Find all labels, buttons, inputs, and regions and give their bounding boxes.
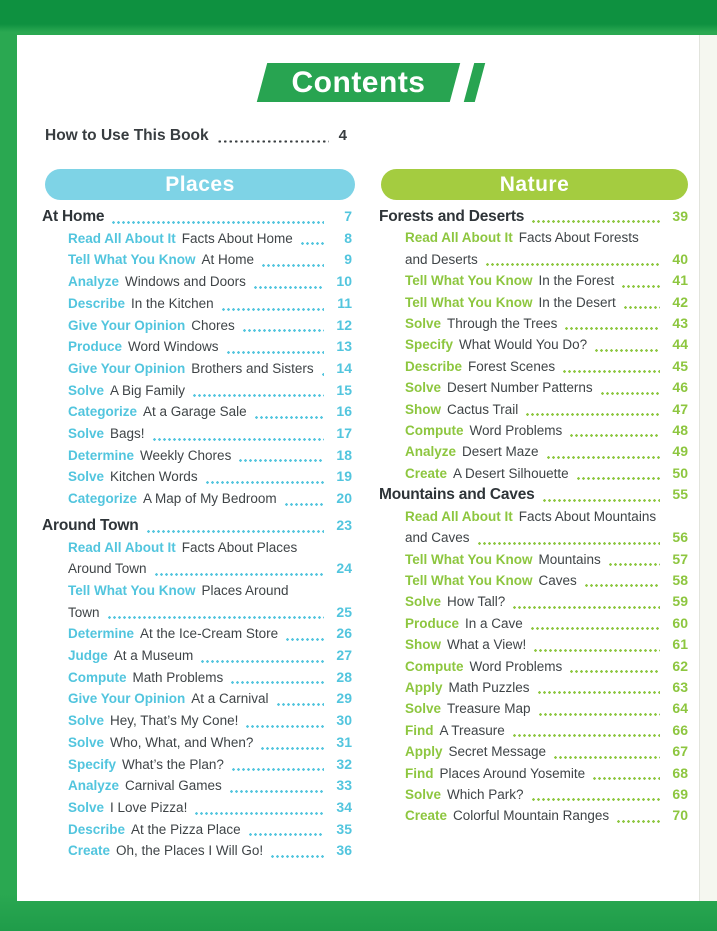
entry-keyword: Create [405, 465, 448, 481]
dot-leader [230, 681, 324, 684]
dot-leader [276, 703, 324, 706]
toc-entry-row [379, 399, 688, 420]
dot-leader [537, 691, 660, 694]
entry-title: and Caves [405, 530, 470, 546]
places-toc-column [42, 206, 352, 862]
toc-entry-row [42, 336, 352, 358]
entry-title: A Big Family [110, 382, 186, 398]
toc-entry-continuation-row [379, 249, 688, 270]
page-number: 58 [672, 571, 688, 588]
page-number: 27 [336, 647, 352, 664]
entry-title: Windows and Doors [125, 274, 246, 290]
entry-title: Word Problems [469, 658, 563, 674]
dot-leader [231, 768, 324, 771]
toc-entry-row [379, 420, 688, 441]
toc-entry-row [42, 840, 352, 862]
entry-title: Colorful Mountain Ranges [453, 808, 610, 824]
page-number: 11 [337, 294, 352, 311]
entry-title: In the Forest [538, 273, 615, 289]
toc-entry-row [379, 441, 688, 462]
page-number: 62 [672, 657, 688, 674]
toc-entry-row [42, 293, 352, 315]
entry-keyword: Analyze [68, 274, 120, 290]
entry-keyword: Solve [405, 786, 442, 802]
page-number: 55 [672, 486, 688, 503]
entry-keyword: Read All About It [68, 230, 176, 246]
page-number: 39 [672, 208, 688, 224]
entry-keyword: Solve [405, 380, 442, 396]
entry-keyword: Give Your Opinion [68, 691, 186, 707]
entry-title: In the Kitchen [131, 295, 214, 311]
entry-title: Facts About Mountains [518, 508, 657, 524]
page-number: 14 [336, 359, 352, 376]
toc-entry-row [42, 228, 352, 250]
toc-entry-row [42, 445, 352, 467]
dot-leader [531, 220, 660, 223]
page-number: 15 [336, 381, 352, 398]
page-number: 26 [336, 625, 352, 642]
how-to-use-label: How to Use This Book [45, 127, 209, 144]
entry-title: Word Problems [469, 423, 563, 439]
toc-entry-continuation-row [42, 558, 352, 580]
entry-title: Facts About Home [181, 230, 293, 246]
entry-title: What a View! [447, 637, 527, 653]
page-number: 30 [336, 712, 352, 729]
page-number: 9 [344, 251, 352, 268]
dot-leader [564, 327, 660, 330]
dot-leader [152, 438, 324, 441]
toc-entry-row [42, 358, 352, 380]
entry-title: Oh, the Places I Will Go! [116, 843, 264, 859]
entry-keyword: Determine [68, 626, 135, 642]
entry-keyword: Find [405, 722, 434, 738]
entry-title: Cactus Trail [447, 401, 519, 417]
toc-entry-row [42, 819, 352, 841]
dot-leader [569, 434, 660, 437]
page-number: 46 [672, 379, 688, 396]
toc-section-heading [42, 206, 352, 228]
dot-leader [226, 351, 324, 354]
toc-entry-row [42, 315, 352, 337]
entry-keyword: Give Your Opinion [68, 317, 186, 333]
page-number: 68 [672, 764, 688, 781]
toc-entry-row [42, 688, 352, 710]
entry-keyword: Determine [68, 447, 135, 463]
entry-title: At a Museum [113, 648, 194, 664]
toc-entry-row [379, 270, 688, 291]
entry-keyword: Solve [405, 594, 442, 610]
entry-keyword: Tell What You Know [68, 252, 196, 268]
dot-leader [542, 499, 660, 502]
dot-leader [600, 392, 660, 395]
dot-leader [238, 459, 324, 462]
page-number: 70 [672, 807, 688, 824]
dot-leader [569, 670, 660, 673]
toc-entry-row [379, 463, 688, 484]
page-number: 48 [672, 422, 688, 439]
page-number: 25 [336, 603, 352, 620]
dot-leader [538, 713, 660, 716]
toc-entry-row [379, 613, 688, 634]
entry-title: Places Around Yosemite [439, 765, 586, 781]
page-number: 60 [672, 614, 688, 631]
dot-leader [229, 790, 324, 793]
entry-title: Weekly Chores [140, 447, 232, 463]
page-number: 36 [336, 842, 352, 859]
entry-title: Through the Trees [447, 316, 558, 332]
page-number: 10 [336, 273, 352, 290]
toc-section-heading [379, 206, 688, 227]
entry-title: Treasure Map [447, 701, 531, 717]
entry-title: How Tall? [447, 594, 506, 610]
entry-keyword: Solve [68, 734, 105, 750]
entry-keyword: Read All About It [405, 230, 513, 246]
dot-leader [525, 413, 660, 416]
page-number: 18 [336, 446, 352, 463]
dot-leader [285, 638, 324, 641]
entry-title: Carnival Games [125, 778, 222, 794]
dot-leader [512, 734, 660, 737]
toc-entry-row [379, 591, 688, 612]
entry-keyword: Apply [405, 679, 443, 695]
dot-leader [477, 542, 660, 545]
dot-leader [623, 306, 660, 309]
toc-entry-row [379, 634, 688, 655]
dot-leader [512, 606, 660, 609]
page-number: 59 [672, 593, 688, 610]
page-number: 16 [336, 403, 352, 420]
contents-banner [257, 63, 460, 102]
toc-entry-row [42, 623, 352, 645]
section-title: Around Town [42, 516, 139, 534]
page-number: 12 [336, 316, 352, 333]
page-number: 33 [336, 777, 352, 794]
entry-keyword: Read All About It [68, 539, 176, 555]
toc-entry-row [379, 227, 688, 248]
toc-entry-continuation-row [379, 527, 688, 548]
dot-leader [253, 286, 324, 289]
page-edge-tint [700, 35, 717, 901]
dot-leader [485, 263, 660, 266]
page-number: 40 [672, 250, 688, 267]
entry-title: Kitchen Words [110, 469, 198, 485]
page-number: 56 [672, 529, 688, 546]
toc-entry-row [379, 720, 688, 741]
dot-leader [576, 477, 660, 480]
page-number: 50 [672, 464, 688, 481]
page-number: 67 [672, 743, 688, 760]
toc-entry-row [42, 710, 352, 732]
entry-title: At a Garage Sale [143, 404, 247, 420]
entry-keyword: Compute [405, 423, 464, 439]
page-edge-line [699, 35, 700, 901]
page-number: 24 [336, 560, 352, 577]
dot-leader [205, 481, 324, 484]
entry-title: Hey, That’s My Cone! [110, 713, 239, 729]
entry-keyword: Compute [405, 658, 464, 674]
toc-entry-row [379, 741, 688, 762]
toc-entry-row [42, 401, 352, 423]
entry-keyword: Produce [68, 339, 123, 355]
entry-keyword: Specify [405, 337, 454, 353]
toc-entry-row [379, 377, 688, 398]
toc-entry-row [379, 292, 688, 313]
entry-keyword: Show [405, 637, 441, 653]
toc-entry-row [379, 570, 688, 591]
dot-leader [260, 747, 324, 750]
entry-keyword: Describe [68, 821, 126, 837]
entry-title: Facts About Forests [518, 230, 639, 246]
entry-keyword: Solve [405, 316, 442, 332]
dot-leader [608, 563, 660, 566]
entry-keyword: Produce [405, 615, 460, 631]
entry-title: At Home [201, 252, 255, 268]
toc-entry-row [379, 549, 688, 570]
page-number: 63 [672, 678, 688, 695]
toc-entry-row [42, 732, 352, 754]
toc-entry-row [379, 677, 688, 698]
entry-title: At a Carnival [191, 691, 269, 707]
page-number: 23 [336, 516, 352, 533]
entry-title: Forest Scenes [468, 358, 556, 374]
entry-keyword: Show [405, 401, 441, 417]
page-number: 64 [672, 700, 688, 717]
toc-entry-row [42, 466, 352, 488]
toc-entry-row [379, 506, 688, 527]
dot-leader [530, 627, 660, 630]
entry-title: Caves [538, 572, 577, 588]
dot-leader [194, 812, 324, 815]
entry-title: At the Ice-Cream Store [140, 626, 279, 642]
entry-keyword: Solve [68, 469, 105, 485]
entry-title: Places Around [201, 582, 289, 598]
entry-title: Around Town [68, 561, 147, 577]
dot-leader [584, 584, 660, 587]
page-number: 20 [336, 490, 352, 507]
toc-entry-row [42, 754, 352, 776]
how-to-use-page-number: 4 [338, 127, 347, 144]
entry-title: Town [68, 604, 100, 620]
entry-keyword: Analyze [68, 778, 120, 794]
entry-keyword: Tell What You Know [405, 551, 533, 567]
entry-keyword: Solve [405, 701, 442, 717]
entry-keyword: Specify [68, 756, 117, 772]
page-number: 43 [672, 315, 688, 332]
entry-title: Math Puzzles [448, 679, 530, 695]
entry-keyword: Categorize [68, 491, 138, 507]
dot-leader [562, 370, 660, 373]
entry-title: In a Cave [465, 615, 523, 631]
entry-keyword: Tell What You Know [405, 572, 533, 588]
banner-slash-decoration [464, 63, 485, 102]
entry-keyword: Read All About It [405, 508, 513, 524]
entry-title: Facts About Places [181, 539, 298, 555]
toc-entry-row [42, 580, 352, 602]
entry-keyword: Tell What You Know [405, 273, 533, 289]
page-number: 35 [336, 820, 352, 837]
toc-section-heading [42, 515, 352, 537]
page-number: 61 [672, 636, 688, 653]
toc-entry-row [379, 313, 688, 334]
toc-entry-row [42, 645, 352, 667]
toc-entry-row [42, 537, 352, 559]
entry-title: In the Desert [538, 294, 616, 310]
entry-keyword: Categorize [68, 404, 138, 420]
dot-leader [111, 221, 324, 224]
entry-title: and Deserts [405, 251, 478, 267]
entry-title: Math Problems [132, 669, 224, 685]
entry-title: Who, What, and When? [110, 734, 254, 750]
dot-leader [592, 777, 660, 780]
entry-keyword: Solve [68, 382, 105, 398]
toc-entry-row [379, 356, 688, 377]
page-number: 7 [344, 208, 352, 224]
nature-header-label: Nature [499, 172, 570, 196]
dot-leader [546, 456, 660, 459]
page-number: 45 [672, 357, 688, 374]
contents-page [17, 35, 717, 901]
toc-entry-row [42, 667, 352, 689]
dot-leader [154, 573, 324, 576]
dot-leader [254, 416, 324, 419]
dot-leader [245, 725, 324, 728]
entry-title: Chores [191, 317, 235, 333]
nature-toc-column [379, 206, 688, 827]
entry-title: Desert Maze [462, 444, 539, 460]
entry-title: Which Park? [447, 786, 524, 802]
dot-leader [221, 308, 324, 311]
dot-leader [192, 394, 324, 397]
dot-leader [621, 285, 660, 288]
how-to-use-row [45, 126, 347, 146]
toc-entry-row [379, 698, 688, 719]
nature-column-header [381, 169, 688, 200]
entry-keyword: Solve [68, 713, 105, 729]
toc-entry-row [379, 334, 688, 355]
page-number: 41 [672, 272, 688, 289]
entry-keyword: Solve [68, 799, 105, 815]
page-number: 19 [336, 468, 352, 485]
entry-keyword: Create [68, 843, 111, 859]
toc-entry-row [379, 656, 688, 677]
toc-entry-row [379, 805, 688, 826]
page-number: 31 [336, 733, 352, 750]
entry-keyword: Compute [68, 669, 127, 685]
toc-entry-row [42, 249, 352, 271]
toc-entry-row [379, 784, 688, 805]
entry-title: Mountains [538, 551, 601, 567]
dot-leader [248, 833, 324, 836]
dot-leader [300, 242, 324, 245]
page-number: 32 [336, 755, 352, 772]
dot-leader [200, 660, 324, 663]
entry-keyword: Solve [68, 426, 105, 442]
entry-title: Word Windows [128, 339, 219, 355]
entry-keyword: Give Your Opinion [68, 360, 186, 376]
dot-leader [533, 649, 660, 652]
entry-title: Secret Message [448, 744, 547, 760]
entry-keyword: Find [405, 765, 434, 781]
page-number: 42 [672, 293, 688, 310]
entry-keyword: Describe [68, 295, 126, 311]
entry-title: A Desert Silhouette [453, 465, 569, 481]
entry-title: Desert Number Patterns [447, 380, 593, 396]
toc-entry-row [42, 380, 352, 402]
dot-leader [531, 798, 660, 801]
toc-section-heading [379, 484, 688, 505]
page-number: 49 [672, 443, 688, 460]
page-number: 17 [336, 425, 352, 442]
entry-title: What’s the Plan? [122, 756, 224, 772]
dot-leader [594, 349, 660, 352]
page-number: 69 [672, 785, 688, 802]
entry-keyword: Tell What You Know [68, 582, 196, 598]
dot-leader [284, 503, 324, 506]
entry-title: Bags! [110, 426, 145, 442]
entry-keyword: Tell What You Know [405, 294, 533, 310]
section-title: Mountains and Caves [379, 486, 535, 504]
entry-keyword: Analyze [405, 444, 457, 460]
page-number: 8 [344, 229, 352, 246]
page-title: Contents [291, 65, 426, 99]
dot-leader [146, 530, 324, 533]
places-header-label: Places [165, 172, 235, 196]
page-number: 57 [672, 550, 688, 567]
toc-entry-row [42, 423, 352, 445]
dot-leader [261, 264, 324, 267]
entry-title: I Love Pizza! [110, 799, 188, 815]
dot-leader [553, 756, 660, 759]
page-number: 28 [336, 668, 352, 685]
dot-leader [242, 329, 324, 332]
entry-title: A Map of My Bedroom [143, 491, 277, 507]
page-number: 47 [672, 400, 688, 417]
places-column-header [45, 169, 355, 200]
entry-title: What Would You Do? [459, 337, 588, 353]
toc-entry-row [42, 271, 352, 293]
toc-entry-continuation-row [42, 602, 352, 624]
dot-leader [217, 140, 329, 143]
dot-leader [270, 855, 324, 858]
entry-keyword: Describe [405, 358, 463, 374]
page-number: 29 [336, 690, 352, 707]
section-title: At Home [42, 208, 105, 225]
entry-keyword: Apply [405, 744, 443, 760]
section-title: Forests and Deserts [379, 208, 525, 225]
entry-title: At the Pizza Place [131, 821, 241, 837]
page-number: 13 [336, 338, 352, 355]
dot-leader [616, 820, 660, 823]
entry-keyword: Create [405, 808, 448, 824]
page-number: 34 [336, 798, 352, 815]
toc-entry-row [42, 488, 352, 510]
toc-entry-row [42, 775, 352, 797]
page-number: 44 [672, 336, 688, 353]
toc-entry-row [42, 797, 352, 819]
dot-leader [321, 373, 324, 376]
toc-entry-row [379, 763, 688, 784]
entry-title: Brothers and Sisters [191, 360, 314, 376]
entry-keyword: Judge [68, 648, 108, 664]
page-number: 66 [672, 721, 688, 738]
dot-leader [107, 616, 324, 619]
entry-title: A Treasure [439, 722, 505, 738]
